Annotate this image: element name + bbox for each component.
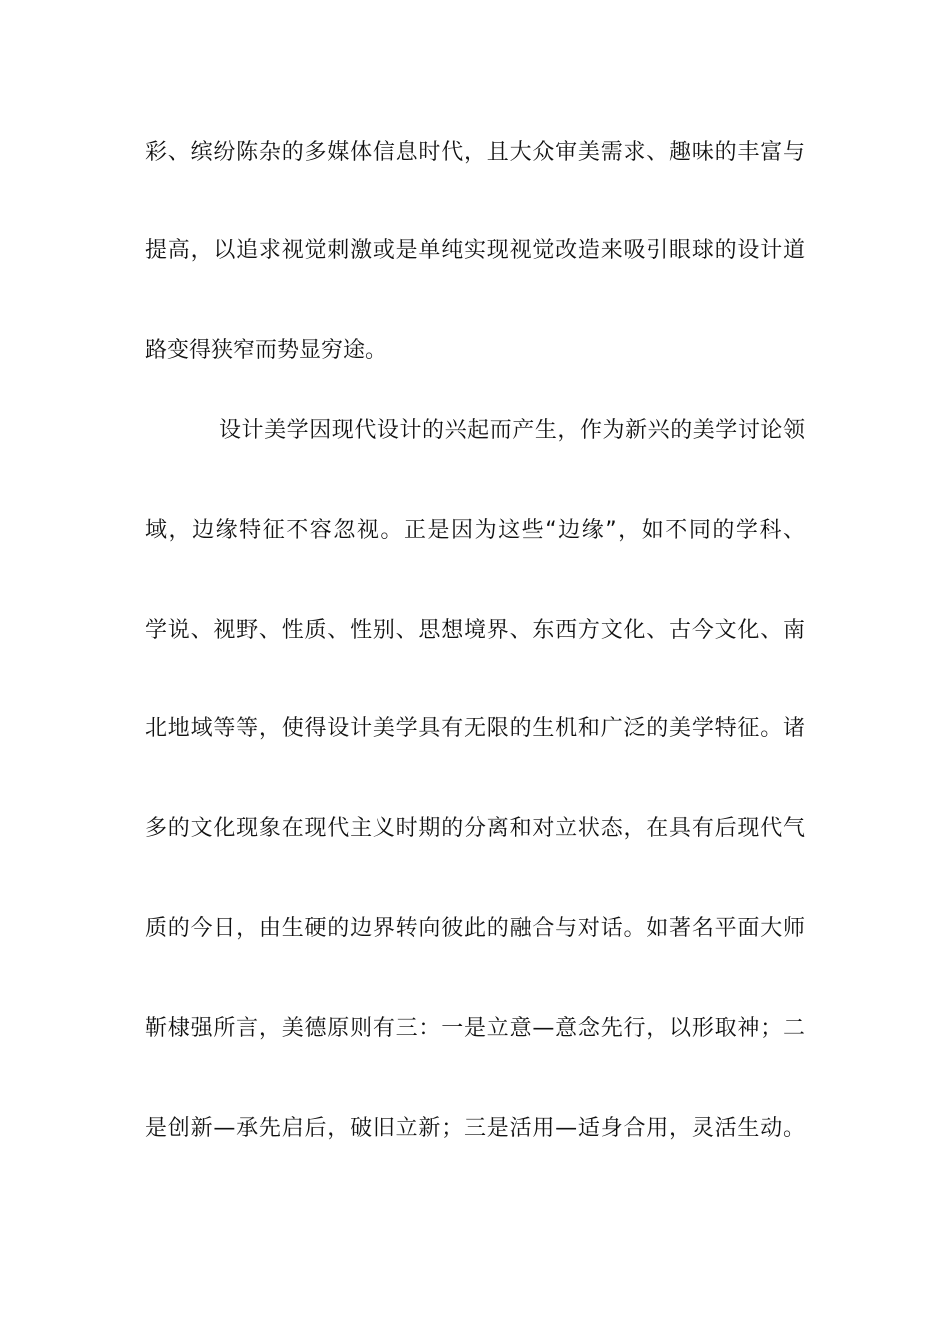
text-line: 是创新—承先启后，破旧立新；三是活用—适身合用，灵活生动。: [145, 1116, 805, 1141]
text-line: 彩、缤纷陈杂的多媒体信息时代，且大众审美需求、趣味的丰富与: [145, 140, 805, 165]
text-line: 学说、视野、性质、性别、思想境界、东西方文化、古今文化、南: [145, 618, 805, 643]
text-line: 多的文化现象在现代主义时期的分离和对立状态，在具有后现代气: [145, 816, 805, 841]
text-line: 靳棣强所言，美德原则有三：一是立意—意念先行，以形取神；二: [145, 1016, 805, 1041]
text-line: 路变得狭窄而势显穷途。: [145, 338, 388, 363]
text-line: 质的今日，由生硬的边界转向彼此的融合与对话。如著名平面大师: [145, 916, 805, 941]
text-line: 域，边缘特征不容忽视。正是因为这些“边缘”，如不同的学科、: [145, 518, 805, 543]
text-line: 提高，以追求视觉刺激或是单纯实现视觉改造来吸引眼球的设计道: [145, 238, 805, 263]
text-line: 设计美学因现代设计的兴起而产生，作为新兴的美学讨论领: [219, 418, 805, 443]
text-line: 北地域等等，使得设计美学具有无限的生机和广泛的美学特征。诸: [145, 716, 805, 741]
